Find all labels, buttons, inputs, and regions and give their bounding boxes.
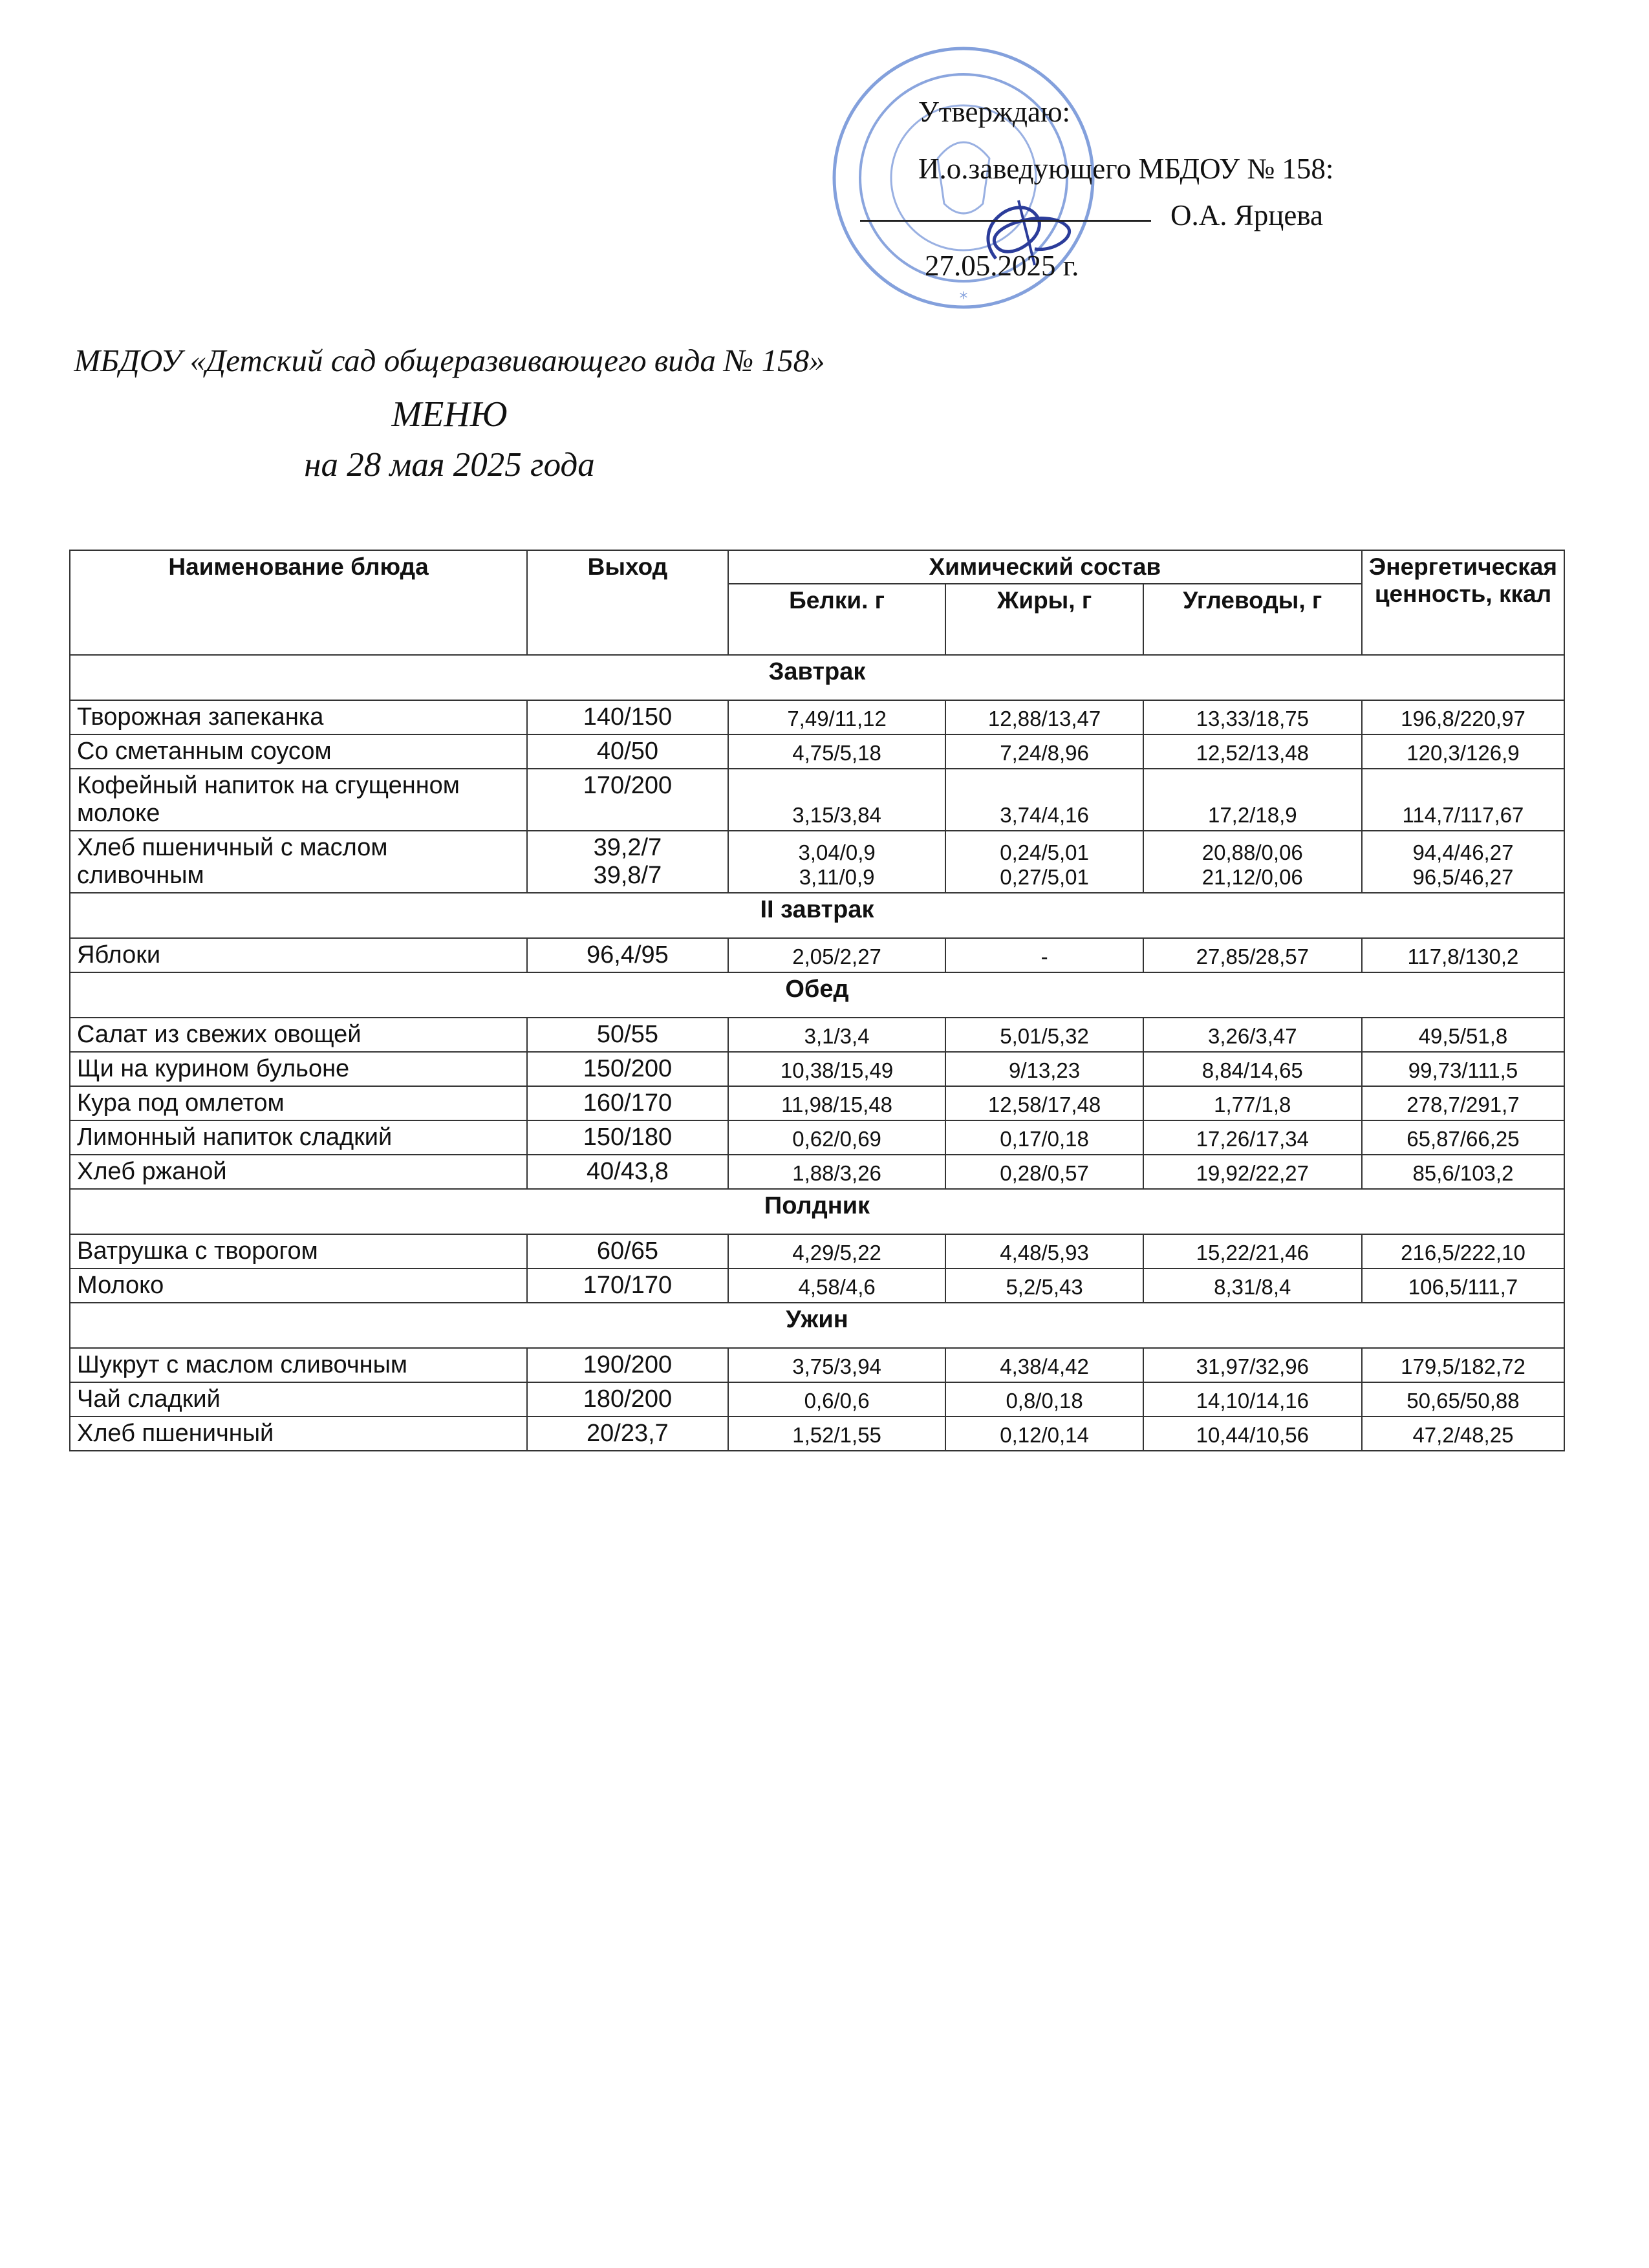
table-row bbox=[70, 1018, 1564, 1052]
dish-protein: 11,98/15,48 bbox=[728, 1086, 946, 1120]
approval-position: И.о.заведующего МБДОУ № 158: bbox=[918, 153, 1334, 185]
menu-body bbox=[70, 655, 1564, 1451]
dish-energy: 117,8/130,2 bbox=[1362, 938, 1564, 972]
dish-output: 40/50 bbox=[527, 734, 728, 769]
dish-name: Творожная запеканка bbox=[70, 700, 527, 734]
dish-name: Хлеб пшеничный bbox=[70, 1417, 527, 1451]
dish-fat: 5,01/5,32 bbox=[945, 1018, 1143, 1052]
dish-carbs: 27,85/28,57 bbox=[1143, 938, 1362, 972]
dish-fat: 5,2/5,43 bbox=[945, 1268, 1143, 1303]
section-row bbox=[70, 893, 1564, 938]
dish-carbs: 13,33/18,75 bbox=[1143, 700, 1362, 734]
dish-energy: 278,7/291,7 bbox=[1362, 1086, 1564, 1120]
svg-text:*: * bbox=[959, 289, 968, 308]
dish-carbs: 15,22/21,46 bbox=[1143, 1234, 1362, 1268]
dish-output: 160/170 bbox=[527, 1086, 728, 1120]
header-protein: Белки. г bbox=[728, 584, 946, 655]
dish-protein: 0,62/0,69 bbox=[728, 1120, 946, 1155]
dish-name: Молоко bbox=[70, 1268, 527, 1303]
dish-output: 180/200 bbox=[527, 1382, 728, 1417]
dish-protein: 1,88/3,26 bbox=[728, 1155, 946, 1189]
dish-energy: 179,5/182,72 bbox=[1362, 1348, 1564, 1382]
table-row bbox=[70, 700, 1564, 734]
dish-energy: 50,65/50,88 bbox=[1362, 1382, 1564, 1417]
dish-output: 60/65 bbox=[527, 1234, 728, 1268]
dish-protein: 3,75/3,94 bbox=[728, 1348, 946, 1382]
table-row bbox=[70, 1086, 1564, 1120]
dish-protein: 3,15/3,84 bbox=[728, 769, 946, 831]
dish-energy: 114,7/117,67 bbox=[1362, 769, 1564, 831]
dish-protein: 3,1/3,4 bbox=[728, 1018, 946, 1052]
section-row bbox=[70, 655, 1564, 700]
dish-carbs: 17,26/17,34 bbox=[1143, 1120, 1362, 1155]
approval-date: 27.05.2025 г. bbox=[925, 250, 1079, 282]
dish-energy: 99,73/111,5 bbox=[1362, 1052, 1564, 1086]
dish-energy: 196,8/220,97 bbox=[1362, 700, 1564, 734]
section-title: Ужин bbox=[70, 1303, 1564, 1348]
dish-carbs: 8,84/14,65 bbox=[1143, 1052, 1362, 1086]
dish-carbs: 12,52/13,48 bbox=[1143, 734, 1362, 769]
dish-carbs: 14,10/14,16 bbox=[1143, 1382, 1362, 1417]
table-row bbox=[70, 831, 1564, 893]
dish-protein: 2,05/2,27 bbox=[728, 938, 946, 972]
dish-name: Щи на курином бульоне bbox=[70, 1052, 527, 1086]
dish-carbs: 1,77/1,8 bbox=[1143, 1086, 1362, 1120]
dish-fat: 7,24/8,96 bbox=[945, 734, 1143, 769]
table-row bbox=[70, 1348, 1564, 1382]
dish-carbs: 3,26/3,47 bbox=[1143, 1018, 1362, 1052]
page-title: МЕНЮ bbox=[391, 394, 508, 434]
section-title: Обед bbox=[70, 972, 1564, 1018]
dish-carbs: 17,2/18,9 bbox=[1143, 769, 1362, 831]
table-header-row bbox=[70, 550, 1564, 584]
dish-output: 20/23,7 bbox=[527, 1417, 728, 1451]
table-row bbox=[70, 938, 1564, 972]
dish-fat: 12,58/17,48 bbox=[945, 1086, 1143, 1120]
dish-fat: 4,38/4,42 bbox=[945, 1348, 1143, 1382]
dish-protein: 0,6/0,6 bbox=[728, 1382, 946, 1417]
dish-energy: 47,2/48,25 bbox=[1362, 1417, 1564, 1451]
dish-fat: - bbox=[945, 938, 1143, 972]
dish-carbs: 19,92/22,27 bbox=[1143, 1155, 1362, 1189]
dish-fat: 0,28/0,57 bbox=[945, 1155, 1143, 1189]
header-fat: Жиры, г bbox=[945, 584, 1143, 655]
dish-name: Хлеб ржаной bbox=[70, 1155, 527, 1189]
signature-line bbox=[860, 220, 1151, 222]
dish-protein: 10,38/15,49 bbox=[728, 1052, 946, 1086]
dish-output: 150/180 bbox=[527, 1120, 728, 1155]
dish-output: 150/200 bbox=[527, 1052, 728, 1086]
section-row bbox=[70, 972, 1564, 1018]
section-title: Полдник bbox=[70, 1189, 1564, 1234]
approval-signer: О.А. Ярцева bbox=[1170, 199, 1323, 231]
table-row bbox=[70, 1382, 1564, 1417]
dish-carbs: 8,31/8,4 bbox=[1143, 1268, 1362, 1303]
header-chem: Химический состав bbox=[728, 550, 1362, 584]
dish-output: 40/43,8 bbox=[527, 1155, 728, 1189]
dish-name: Со сметанным соусом bbox=[70, 734, 527, 769]
table-row bbox=[70, 734, 1564, 769]
dish-output: 140/150 bbox=[527, 700, 728, 734]
dish-fat: 0,8/0,18 bbox=[945, 1382, 1143, 1417]
dish-fat: 0,24/5,01 0,27/5,01 bbox=[945, 831, 1143, 893]
dish-name: Шукрут с маслом сливочным bbox=[70, 1348, 527, 1382]
dish-output: 170/170 bbox=[527, 1268, 728, 1303]
dish-energy: 216,5/222,10 bbox=[1362, 1234, 1564, 1268]
dish-name: Кура под омлетом bbox=[70, 1086, 527, 1120]
dish-protein: 4,75/5,18 bbox=[728, 734, 946, 769]
menu-date: на 28 мая 2025 года bbox=[304, 446, 595, 484]
header-carbs: Углеводы, г bbox=[1143, 584, 1362, 655]
section-row bbox=[70, 1189, 1564, 1234]
dish-protein: 4,58/4,6 bbox=[728, 1268, 946, 1303]
dish-name: Яблоки bbox=[70, 938, 527, 972]
dish-energy: 94,4/46,27 96,5/46,27 bbox=[1362, 831, 1564, 893]
dish-fat: 3,74/4,16 bbox=[945, 769, 1143, 831]
dish-output: 39,2/7 39,8/7 bbox=[527, 831, 728, 893]
dish-fat: 9/13,23 bbox=[945, 1052, 1143, 1086]
header-energy: Энергетическая ценность, ккал bbox=[1362, 550, 1564, 655]
approval-heading: Утверждаю: bbox=[918, 96, 1071, 128]
table-row bbox=[70, 1155, 1564, 1189]
menu-table bbox=[69, 550, 1565, 1451]
section-row bbox=[70, 1303, 1564, 1348]
table-row bbox=[70, 769, 1564, 831]
dish-carbs: 10,44/10,56 bbox=[1143, 1417, 1362, 1451]
table-row bbox=[70, 1234, 1564, 1268]
section-title: II завтрак bbox=[70, 893, 1564, 938]
dish-protein: 1,52/1,55 bbox=[728, 1417, 946, 1451]
dish-name: Хлеб пшеничный с маслом сливочным bbox=[70, 831, 527, 893]
table-row bbox=[70, 1120, 1564, 1155]
dish-output: 170/200 bbox=[527, 769, 728, 831]
table-row bbox=[70, 1052, 1564, 1086]
dish-energy: 49,5/51,8 bbox=[1362, 1018, 1564, 1052]
organization-name: МБДОУ «Детский сад общеразвивающего вида № 158» bbox=[74, 343, 825, 378]
dish-name: Лимонный напиток сладкий bbox=[70, 1120, 527, 1155]
dish-energy: 65,87/66,25 bbox=[1362, 1120, 1564, 1155]
dish-energy: 106,5/111,7 bbox=[1362, 1268, 1564, 1303]
dish-name: Ватрушка с творогом bbox=[70, 1234, 527, 1268]
dish-output: 50/55 bbox=[527, 1018, 728, 1052]
dish-output: 96,4/95 bbox=[527, 938, 728, 972]
dish-fat: 4,48/5,93 bbox=[945, 1234, 1143, 1268]
dish-fat: 0,17/0,18 bbox=[945, 1120, 1143, 1155]
dish-protein: 3,04/0,9 3,11/0,9 bbox=[728, 831, 946, 893]
dish-protein: 4,29/5,22 bbox=[728, 1234, 946, 1268]
dish-fat: 0,12/0,14 bbox=[945, 1417, 1143, 1451]
dish-name: Чай сладкий bbox=[70, 1382, 527, 1417]
dish-output: 190/200 bbox=[527, 1348, 728, 1382]
dish-name: Кофейный напиток на сгущенном молоке bbox=[70, 769, 527, 831]
dish-protein: 7,49/11,12 bbox=[728, 700, 946, 734]
section-title: Завтрак bbox=[70, 655, 1564, 700]
dish-name: Салат из свежих овощей bbox=[70, 1018, 527, 1052]
dish-energy: 120,3/126,9 bbox=[1362, 734, 1564, 769]
header-dish: Наименование блюда bbox=[70, 550, 527, 655]
dish-carbs: 20,88/0,06 21,12/0,06 bbox=[1143, 831, 1362, 893]
dish-fat: 12,88/13,47 bbox=[945, 700, 1143, 734]
dish-carbs: 31,97/32,96 bbox=[1143, 1348, 1362, 1382]
table-row bbox=[70, 1268, 1564, 1303]
header-output: Выход bbox=[527, 550, 728, 655]
dish-energy: 85,6/103,2 bbox=[1362, 1155, 1564, 1189]
table-row bbox=[70, 1417, 1564, 1451]
